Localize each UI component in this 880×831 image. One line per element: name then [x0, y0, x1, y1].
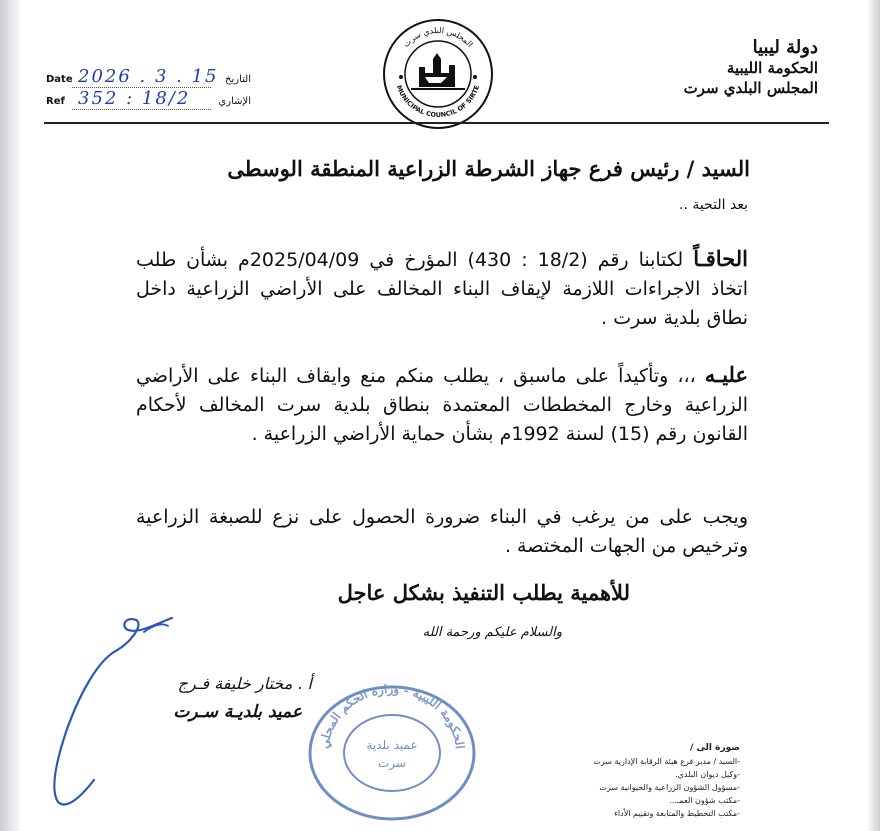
copies-line: -مكتب التخطيط والمتابعة وتقييم الأداء — [614, 809, 740, 818]
stamp-ring-text: الحكومة الليبية - وزارة الحكم المحلي — [317, 681, 467, 750]
stamp-center-line1: عميد بلدية — [366, 738, 418, 752]
council-name: المجلس البلدي سرت — [683, 79, 818, 97]
ref-dotted-line — [72, 109, 211, 110]
header-divider — [44, 122, 829, 124]
urgency-note: للأهمية يطلب التنفيذ بشكل عاجل — [337, 580, 630, 605]
closing-salutation: والسلام عليكم ورحمة الله — [422, 625, 562, 640]
paragraph-reference-lead: الحاقـاً — [693, 246, 748, 271]
paragraph-instruction — [136, 360, 748, 449]
paragraph-reference-body: لكتابنا رقم (18/2 : 430) المؤرخ في 2025/04/09م بشأن طلب اتخاذ الاجراءات اللازمة لإيقاف البناء المخالف على الأراضي الزراعية داخل نطاق بلدية سرت . — [136, 249, 748, 329]
copies-list — [560, 742, 740, 820]
greeting: بعد التحية .. — [679, 197, 748, 213]
ref-label-en: Ref — [46, 96, 65, 107]
signer-title: عميد بلديـة سـرت — [173, 702, 302, 722]
state-name: دولة ليبيا — [752, 37, 818, 58]
paragraph-reference — [136, 244, 748, 333]
letterhead-right — [684, 38, 818, 98]
copies-line: -مسؤول الشؤون الزراعية والحيوانية سرت — [599, 783, 740, 792]
paragraph-instruction-lead: عليـه — [704, 362, 749, 387]
date-label-en: Date — [46, 74, 73, 85]
date-label-ar: التاريخ — [225, 74, 251, 85]
addressee: السيد / رئيس فرع جهاز الشرطة الزراعية المنطقة الوسطى — [227, 156, 750, 181]
copies-title: صورة الى / — [690, 743, 740, 753]
ref-field — [46, 90, 251, 112]
ref-label-ar: الإشاري — [218, 96, 251, 107]
page-edge-right — [866, 0, 880, 831]
official-stamp — [304, 675, 480, 821]
paragraph-requirement: ويجب على من يرغب في البناء ضرورة الحصول على نزع للصبغة الزراعية وترخيص من الجهات المختصة . — [136, 506, 748, 557]
ref-value: 352 : 18/2 — [78, 88, 191, 109]
logo-english-text: MUNICIPAL COUNCIL OF SIRTE — [394, 84, 482, 120]
signer-name: أ . مختار خليفة فـرج — [177, 674, 312, 693]
municipal-council-logo — [381, 17, 495, 131]
copies-line: -السيد / مدير فرع هيئة الرقابة الإدارية سرت — [593, 757, 740, 766]
copies-line: -مكتب شؤون العمـ... — [669, 796, 740, 805]
logo-arabic-text: المجلس البلدي سرت — [401, 26, 475, 49]
date-value: 2026 . 3 . 15 — [78, 66, 219, 87]
date-field — [46, 68, 251, 90]
government-name: الحكومة الليبية — [726, 59, 818, 77]
stamp-center-line2: سرت — [378, 756, 406, 770]
page-edge-left — [0, 0, 22, 831]
paragraph-instruction-body: ،،، وتأكيداً على ماسبق ، يطلب منكم منع وايقاف البناء على الأراضي الزراعية وخارج المخططات المعتمدة بنطاق بلدية سرت المخالف لأحكام القانون رقم (15) لسنة 1992م بشأن حماية الأراضي الزراعية . — [136, 365, 748, 445]
svg-text:المجلس البلدي سرت — [402, 26, 475, 49]
handwritten-signature — [40, 612, 180, 812]
copies-line: -وكيل ديوان البلدي. — [675, 770, 740, 779]
